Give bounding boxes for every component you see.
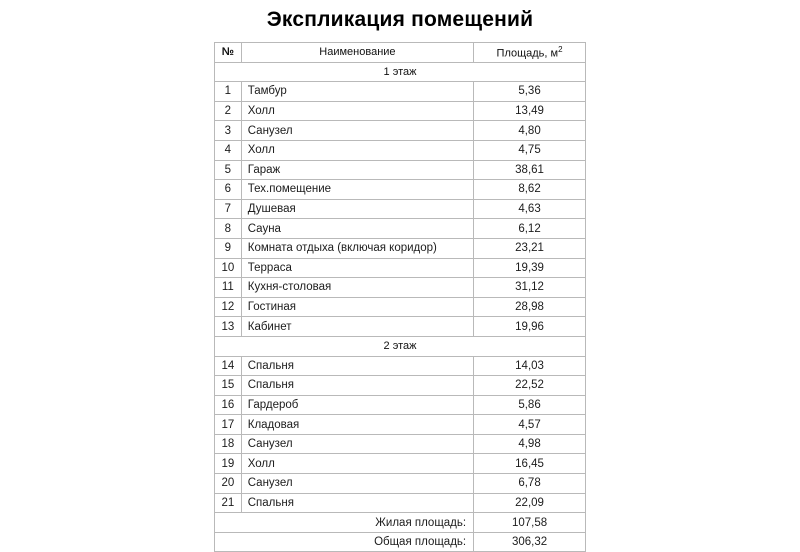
- row-area: 4,98: [474, 434, 586, 454]
- section-header-row: [215, 336, 586, 356]
- row-number: 6: [215, 180, 242, 200]
- row-number: 21: [215, 493, 242, 513]
- document-page: [0, 8, 800, 549]
- row-area: 4,63: [474, 199, 586, 219]
- row-area: 22,52: [474, 376, 586, 396]
- explication-table-wrapper: [214, 42, 586, 552]
- table-row: [215, 258, 586, 278]
- row-number: 2: [215, 101, 242, 121]
- row-name: Тамбур: [241, 82, 473, 102]
- row-name: Санузел: [241, 121, 473, 141]
- row-number: 12: [215, 297, 242, 317]
- row-area: 38,61: [474, 160, 586, 180]
- row-name: Холл: [241, 101, 473, 121]
- table-row: [215, 199, 586, 219]
- row-area: 6,78: [474, 474, 586, 494]
- summary-row-total: [215, 532, 586, 552]
- table-row: [215, 238, 586, 258]
- row-name: Санузел: [241, 474, 473, 494]
- summary-value: 107,58: [474, 513, 586, 533]
- page-title: Экспликация помещений: [266, 8, 534, 31]
- row-area: 22,09: [474, 493, 586, 513]
- row-number: 10: [215, 258, 242, 278]
- table-row: [215, 219, 586, 239]
- row-area: 4,80: [474, 121, 586, 141]
- row-area: 31,12: [474, 278, 586, 298]
- table-row: [215, 101, 586, 121]
- row-number: 4: [215, 140, 242, 160]
- row-area: 23,21: [474, 238, 586, 258]
- row-number: 1: [215, 82, 242, 102]
- row-number: 3: [215, 121, 242, 141]
- row-number: 15: [215, 376, 242, 396]
- row-name: Холл: [241, 140, 473, 160]
- row-area: 14,03: [474, 356, 586, 376]
- section-label: 1 этаж: [215, 62, 586, 82]
- row-name: Сауна: [241, 219, 473, 239]
- row-number: 17: [215, 415, 242, 435]
- header-area: [474, 43, 586, 63]
- row-name: Кабинет: [241, 317, 473, 337]
- table-header: [215, 43, 586, 63]
- header-number: №: [215, 43, 242, 63]
- table-row: [215, 434, 586, 454]
- table-row: [215, 317, 586, 337]
- row-area: 19,39: [474, 258, 586, 278]
- row-name: Спальня: [241, 493, 473, 513]
- row-name: Гостиная: [241, 297, 473, 317]
- row-number: 14: [215, 356, 242, 376]
- table-row: [215, 474, 586, 494]
- table-row: [215, 395, 586, 415]
- row-area: 5,86: [474, 395, 586, 415]
- row-name: Тех.помещение: [241, 180, 473, 200]
- section-header-row: [215, 62, 586, 82]
- table-row: [215, 454, 586, 474]
- row-name: Душевая: [241, 199, 473, 219]
- table-row: [215, 493, 586, 513]
- row-number: 7: [215, 199, 242, 219]
- row-name: Кладовая: [241, 415, 473, 435]
- row-number: 19: [215, 454, 242, 474]
- table-row: [215, 297, 586, 317]
- row-number: 8: [215, 219, 242, 239]
- table-row: [215, 278, 586, 298]
- row-area: 28,98: [474, 297, 586, 317]
- row-name: Гараж: [241, 160, 473, 180]
- row-area: 4,75: [474, 140, 586, 160]
- row-number: 11: [215, 278, 242, 298]
- table-header-row: [215, 43, 586, 63]
- row-name: Санузел: [241, 434, 473, 454]
- row-name: Спальня: [241, 376, 473, 396]
- row-number: 9: [215, 238, 242, 258]
- table-row: [215, 415, 586, 435]
- summary-row-living: [215, 513, 586, 533]
- row-area: 16,45: [474, 454, 586, 474]
- row-number: 20: [215, 474, 242, 494]
- row-area: 5,36: [474, 82, 586, 102]
- row-name: Холл: [241, 454, 473, 474]
- row-name: Гардероб: [241, 395, 473, 415]
- row-area: 6,12: [474, 219, 586, 239]
- explication-table: [214, 42, 586, 552]
- table-row: [215, 121, 586, 141]
- header-area-label: Площадь, м: [496, 47, 559, 60]
- row-number: 5: [215, 160, 242, 180]
- row-name: Кухня-столовая: [241, 278, 473, 298]
- table-row: [215, 160, 586, 180]
- row-name: Спальня: [241, 356, 473, 376]
- table-body: [215, 62, 586, 552]
- table-row: [215, 376, 586, 396]
- row-area: 13,49: [474, 101, 586, 121]
- row-area: 8,62: [474, 180, 586, 200]
- row-name: Комната отдыха (включая коридор): [241, 238, 473, 258]
- table-row: [215, 82, 586, 102]
- row-name: Терраса: [241, 258, 473, 278]
- summary-value: 306,32: [474, 532, 586, 552]
- section-label: 2 этаж: [215, 336, 586, 356]
- row-area: 19,96: [474, 317, 586, 337]
- table-row: [215, 140, 586, 160]
- table-row: [215, 180, 586, 200]
- summary-label: Общая площадь:: [215, 532, 474, 552]
- row-number: 18: [215, 434, 242, 454]
- row-number: 16: [215, 395, 242, 415]
- header-name: Наименование: [241, 43, 473, 63]
- header-area-superscript: 2: [558, 44, 563, 54]
- row-area: 4,57: [474, 415, 586, 435]
- table-row: [215, 356, 586, 376]
- summary-label: Жилая площадь:: [215, 513, 474, 533]
- row-number: 13: [215, 317, 242, 337]
